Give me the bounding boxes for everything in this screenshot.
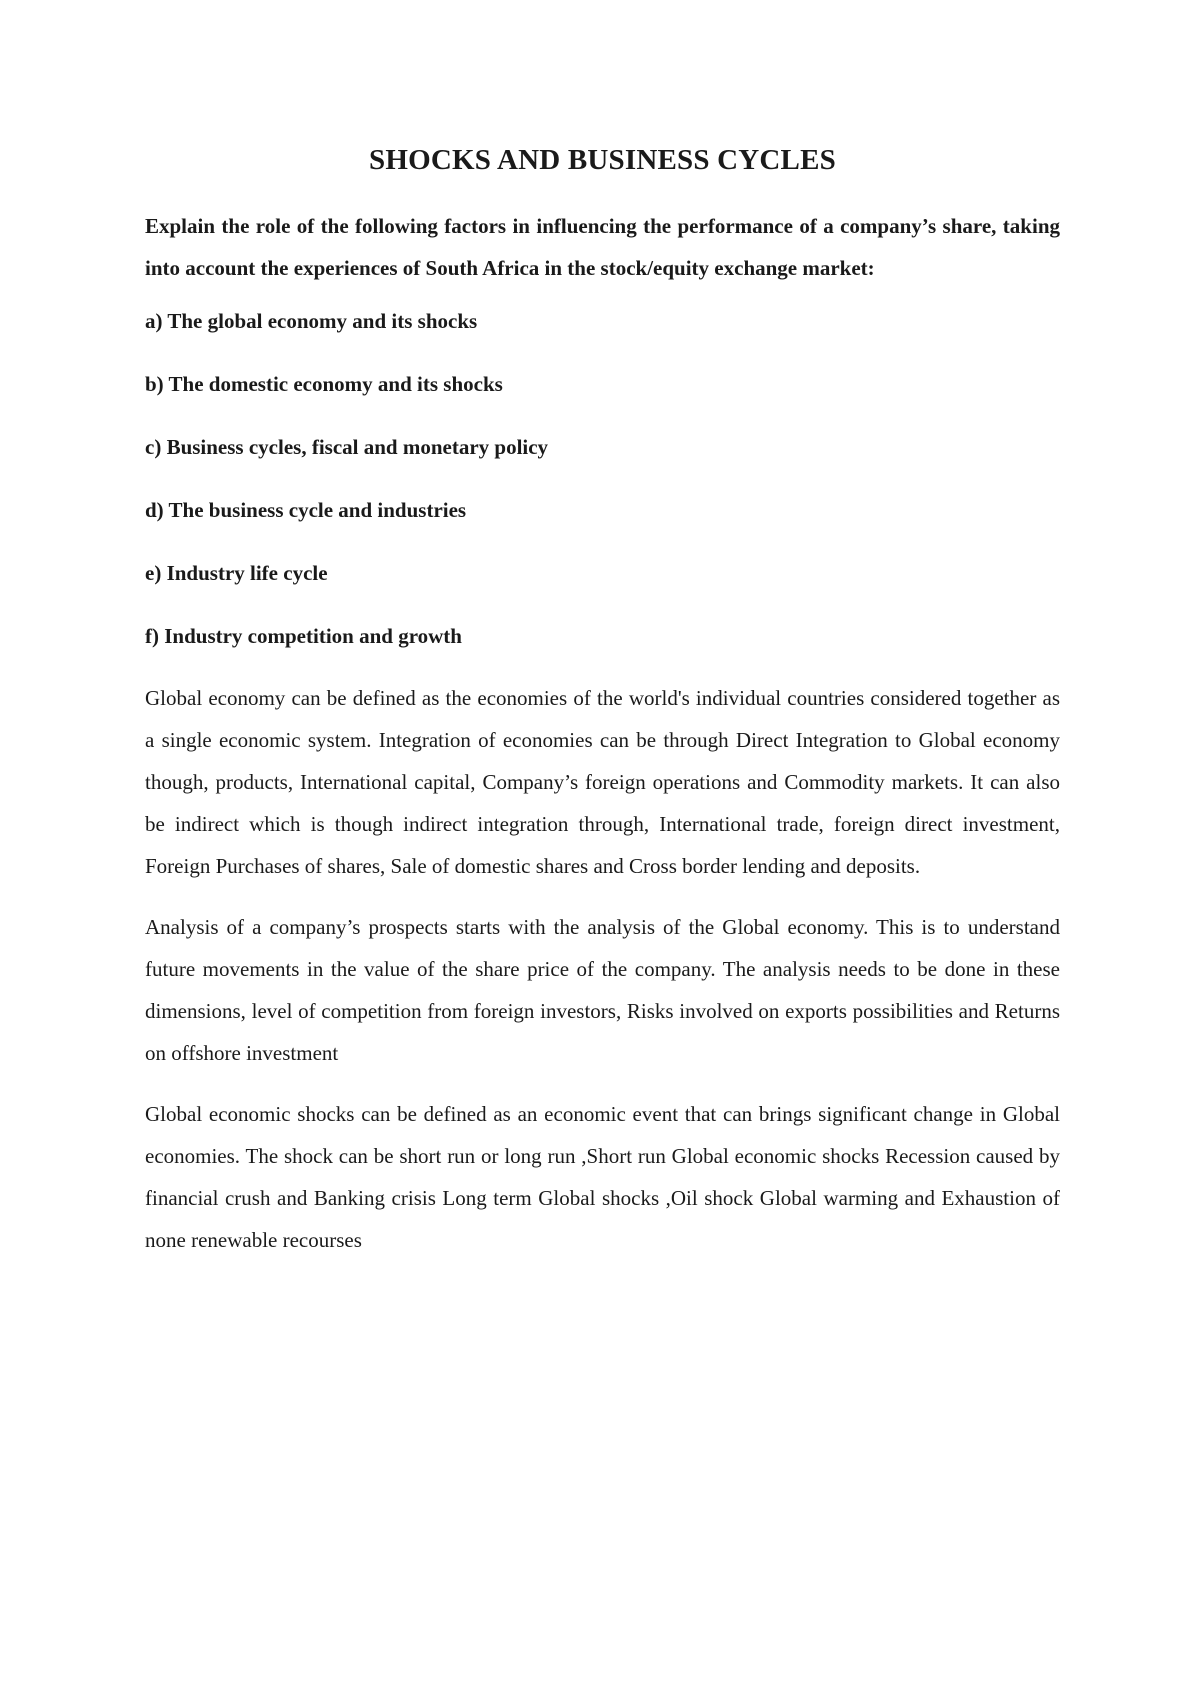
body-paragraph-global-shocks: Global economic shocks can be defined as an economic event that can brings significant change in Global economies. The shock can be short run or long run ,Short run Global economic shocks Recession caused by financial crush and Banking crisis Long term Global shocks ,Oil shock Global warming and Exhaustion of none renewable recourses [145,1102,1060,1252]
factor-item-b: b) The domestic economy and its shocks [145,372,503,396]
question-prompt: Explain the role of the following factors in influencing the performance of a company’s share, taking into account the experiences of South Africa in the stock/equity exchange market: [145,214,1060,280]
factor-item-d: d) The business cycle and industries [145,498,467,522]
body-paragraph-global-economy: Global economy can be defined as the economies of the world's individual countries considered together as a single economic system. Integration of economies can be through Direct Integration to Global economy though, products, International capital, Company’s foreign operations and Commodity markets. It can also be indirect which is though indirect integration through, International trade, foreign direct investment, Foreign Purchases of shares, Sale of domestic shares and Cross border lending and deposits. [145,686,1060,878]
document-body [145,144,1060,1280]
body-paragraph-company-analysis: Analysis of a company’s prospects starts with the analysis of the Global economy. This is to understand future movements in the value of the share price of the company. The analysis needs to be done in these dimensions, level of competition from foreign investors, Risks involved on exports possibilities and Returns on offshore investment [145,915,1060,1065]
factor-item-a: a) The global economy and its shocks [145,309,478,333]
factor-item-e: e) Industry life cycle [145,561,328,585]
factor-list [145,307,1060,650]
factor-item-c: c) Business cycles, fiscal and monetary policy [145,435,549,459]
page-title: SHOCKS AND BUSINESS CYCLES [369,144,836,176]
factor-item-f: f) Industry competition and growth [145,624,462,648]
